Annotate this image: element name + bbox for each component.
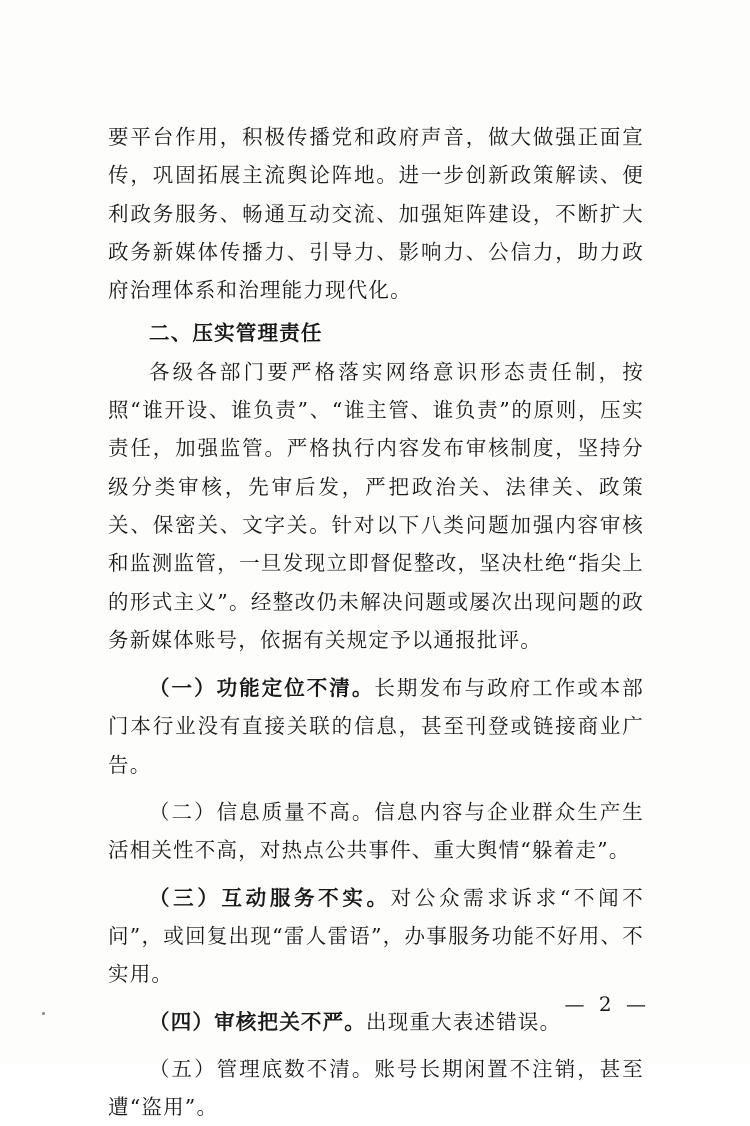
section-heading: 二、压实管理责任 <box>149 321 323 346</box>
list-item-text: 对公众需求诉求“不闻不问”，或回复出现“雷人雷语”，办事服务功能不好用、不实用。 <box>108 885 644 987</box>
list-item-text: 信息内容与企业群众生产生活相关性不高，对热点公共事件、重大舆情“躲着走”。 <box>108 800 645 863</box>
list-item-text: 账号长期闲置不注销，甚至遭“盗用”。 <box>108 1056 645 1120</box>
list-item-lead: （一）功能定位不清。 <box>149 676 375 701</box>
list-item <box>108 793 644 870</box>
list-item-text: 长期发布与政府工作或本部门本行业没有直接关联的信息，甚至刊登或链接商业广告。 <box>108 676 645 777</box>
scan-speck <box>42 1012 45 1015</box>
list-item-lead: （四）审核把关不严。 <box>149 1009 366 1034</box>
list-item-lead: （二）信息质量不高。 <box>149 800 375 825</box>
intro-paragraph: 要平台作用，积极传播党和政府声音，做大做强正面宣传，巩固拓展主流舆论阵地。进一步创新政策解读、便利政务服务、畅通互动交流、加强矩阵建设，不断扩大政务新媒体传播力、引导力、影响力、公信力，助力政府治理体系和治理能力现代化。 <box>108 125 644 303</box>
document-body <box>108 118 644 1126</box>
list-item <box>108 669 644 784</box>
list-item-lead: （五）管理底数不清。 <box>149 1056 375 1081</box>
section-paragraph: 各级各部门要严格落实网络意识形态责任制，按照“谁开设、谁负责”、“谁主管、谁负责”的原则，压实责任，加强监管。严格执行内容发布审核制度，坚持分级分类审核，先审后发，严把政治关、法律关、政策关、保密关、文字关。针对以下八类问题加强内容审核和监测监管，一旦发现立即督促整改，坚决杜绝“指尖上的形式主义”。经整改仍未解决问题或屡次出现问题的政务新媒体账号，依据有关规定予以通报批评。 <box>108 359 644 652</box>
list-item <box>108 1050 644 1126</box>
page-number: — 2 — <box>564 992 650 1016</box>
list-item-text: 出现重大表述错误。 <box>366 1009 562 1034</box>
list-item <box>108 879 644 994</box>
list-item-lead: （三）互动服务不实。 <box>149 885 391 910</box>
